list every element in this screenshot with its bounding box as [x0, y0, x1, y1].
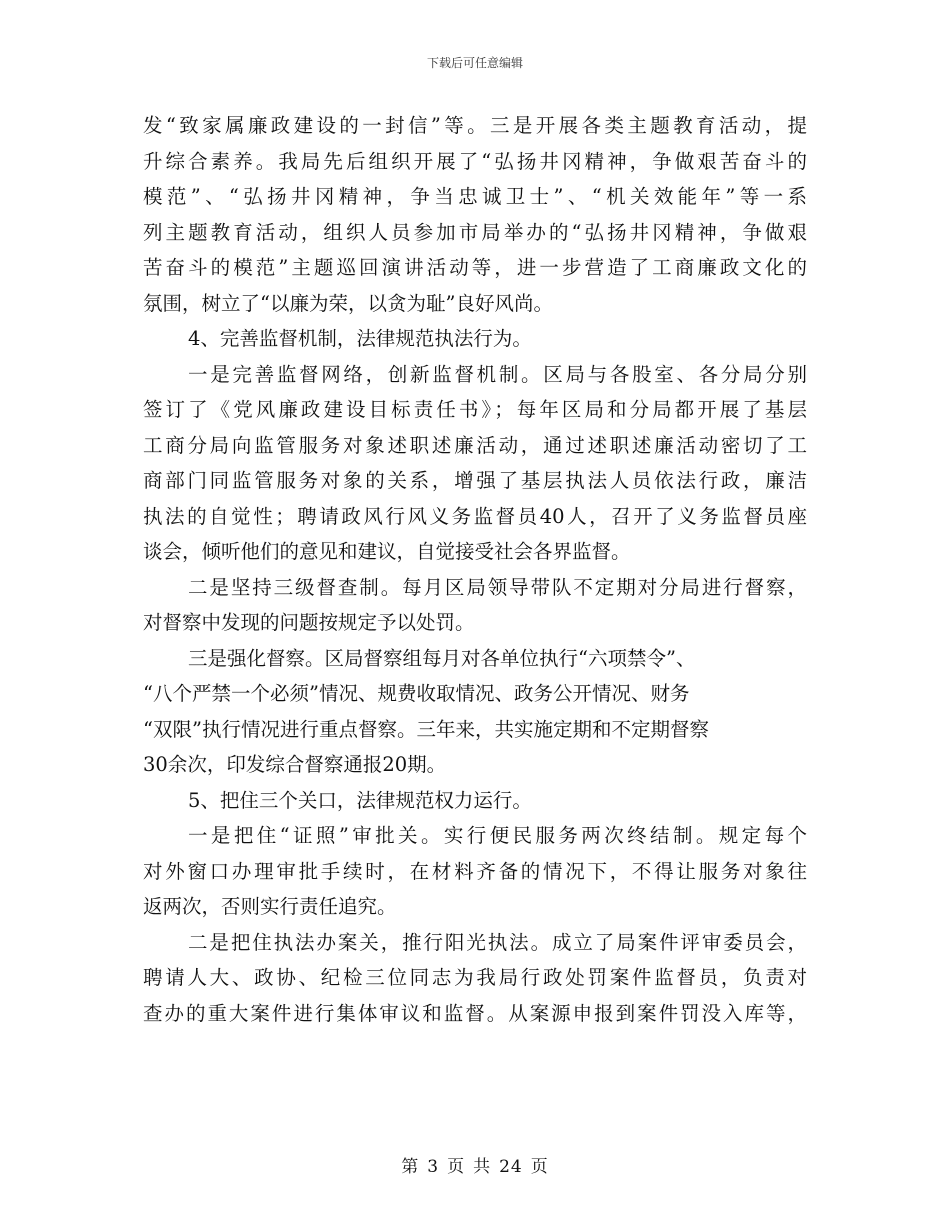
page-header: 下载后可任意编辑 [426, 56, 523, 70]
page-label-suffix: 页 [530, 1157, 549, 1177]
page-label-mid-2: 共 [473, 1157, 492, 1177]
text-line: 5、把住三个关口，法律规范权力运行。 [188, 788, 532, 812]
text-line: 一是完善监督网络，创新监督机制。区局与各股室、各分局分别 [188, 362, 807, 386]
text-line: 返两次，否则实行责任追究。 [143, 895, 397, 918]
total-pages-number: 24 [499, 1157, 523, 1177]
text-line: 二是把住执法办案关，推行阳光执法。成立了局案件评审委员会， [188, 930, 807, 954]
text-line: 谈会，倾听他们的意见和建议，自觉接受社会各界监督。 [143, 540, 631, 563]
text-line: “双限”执行情况进行重点督察。三年来，共实施定期和不定期督察 [143, 717, 709, 741]
text-line: 签订了《党风廉政建设目标责任书》；每年区局和分局都开展了基层 [143, 398, 807, 421]
text-line: 发“致家属廉政建设的一封信”等。三是开展各类主题教育活动，提 [143, 114, 807, 137]
document-body [143, 108, 807, 1031]
text-line: 执法的自觉性；聘请政风行风义务监督员40人，召开了义务监督员座 [143, 504, 807, 528]
page-label-prefix: 第 [401, 1157, 420, 1177]
page-label-mid-1: 页 [447, 1157, 466, 1177]
text-line: 聘请人大、政协、纪检三位同志为我局行政处罚案件监督员，负责对 [143, 966, 807, 989]
text-line: 对督察中发现的问题按规定予以处罚。 [143, 611, 475, 634]
text-line: 对外窗口办理审批手续时，在材料齐备的情况下，不得让服务对象往 [143, 859, 807, 883]
text-line: 商部门同监管服务对象的关系，增强了基层执法人员依法行政，廉洁 [143, 469, 807, 492]
text-line: “八个严禁一个必须”情况、规费收取情况、政务公开情况、财务 [143, 682, 690, 705]
text-line: 查办的重大案件进行集体审议和监督。从案源申报到案件罚没入库等， [143, 1001, 807, 1025]
page-footer [0, 1152, 950, 1177]
text-line: 4、完善监督机制，法律规范执法行为。 [188, 327, 532, 350]
text-line: 30余次，印发综合督察通报20期。 [143, 753, 447, 776]
text-line: 二是坚持三级督查制。每月区局领导带队不定期对分局进行督察， [188, 575, 807, 599]
text-line: 工商分局向监管服务对象述职述廉活动，通过述职述廉活动密切了工 [143, 433, 807, 457]
text-line: 列主题教育活动，组织人员参加市局举办的“弘扬井冈精神，争做艰 [143, 220, 807, 244]
text-line: 模范”、“弘扬井冈精神，争当忠诚卫士”、“机关效能年”等一系 [143, 185, 807, 208]
text-line: 升综合素养。我局先后组织开展了“弘扬井冈精神，争做艰苦奋斗的 [143, 149, 807, 173]
text-line: 一是把住“证照”审批关。实行便民服务两次终结制。规定每个 [188, 824, 807, 847]
current-page-number: 3 [427, 1157, 440, 1177]
text-line: 苦奋斗的模范”主题巡回演讲活动等，进一步营造了工商廉政文化的 [143, 256, 807, 279]
text-line: 三是强化督察。区局督察组每月对各单位执行“六项禁令”、 [188, 646, 696, 670]
text-line: 氛围，树立了“以廉为荣，以贪为耻”良好风尚。 [143, 291, 553, 315]
